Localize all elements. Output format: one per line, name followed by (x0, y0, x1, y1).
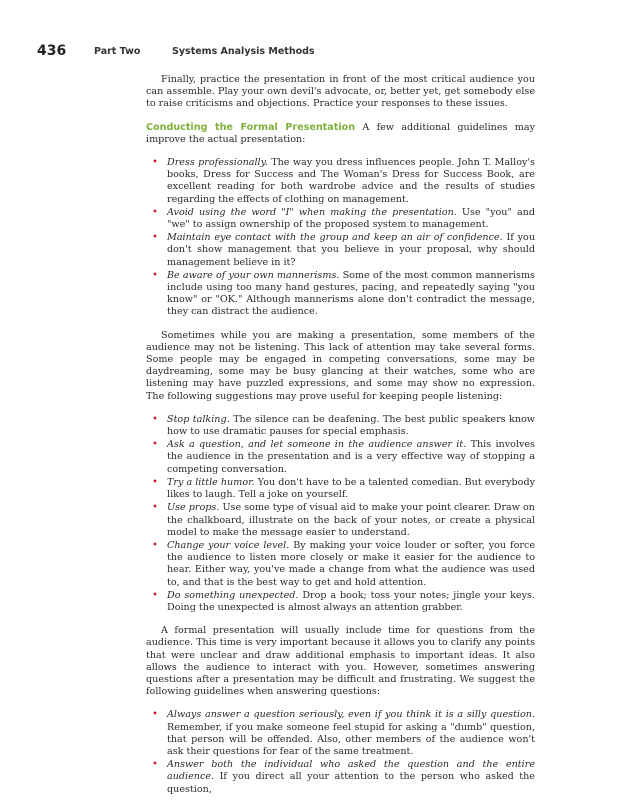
item-lead: Ask a question, and let someone in the audience answer it. (167, 439, 467, 451)
list-item (146, 477, 535, 501)
bullet-icon: • (152, 206, 158, 218)
item-text: This involves the audience in the presentation and is a very effective way of stopping a competing conversation. (167, 439, 535, 475)
bullet-icon: • (152, 157, 158, 169)
item-lead: Answer both the individual who asked the question and the entire audience. (167, 759, 535, 783)
bullet-icon: • (152, 502, 158, 514)
questions-paragraph: A formal presentation will usually include time for questions from the audience. This time is very important because it allows you to clarify any points that were unclear and draw additional emphasis to important ideas. It also allows the audience to interact with you. However, sometimes answering questions after a presentation may be difficult and frustrating. We suggest the following guidelines when answering questions: (146, 625, 535, 698)
bullet-icon: • (152, 539, 158, 551)
list-item (146, 590, 535, 614)
list-item (146, 232, 535, 269)
question-guidelines-list (146, 709, 535, 795)
item-lead: Use props. (167, 502, 220, 514)
subheading: Conducting the Formal Presentation (146, 121, 356, 133)
page-number: 436 (37, 43, 67, 59)
bullet-icon: • (152, 589, 158, 601)
bullet-icon: • (152, 476, 158, 488)
item-text: Use "you" and "we" to assign ownership of the proposed system to management. (167, 206, 535, 231)
item-text: You don't have to be a talented comedian. But everybody likes to laugh. Tell a joke on yourself. (167, 476, 536, 501)
bullet-icon: • (152, 269, 158, 281)
item-lead: Dress professionally. (167, 157, 268, 169)
item-text: The silence can be deafening. The best public speakers know how to use dramatic pauses for special emphasis. (167, 413, 535, 438)
bullet-icon: • (152, 413, 158, 425)
item-lead: Stop talking. (167, 413, 230, 425)
part-label: Part Two (94, 46, 141, 57)
item-text: Use some type of visual aid to make your point clearer. Draw on the chalkboard, illustrate on the back of your notes, or create a physical model to make the message easier to understand. (167, 502, 535, 538)
item-lead: Be aware of your own mannerisms. (167, 269, 340, 281)
page-body (146, 74, 535, 807)
list-item (146, 157, 535, 206)
presentation-guidelines-list (146, 157, 535, 319)
bullet-icon: • (152, 232, 158, 244)
list-item (146, 414, 535, 438)
formal-presentation-paragraph (146, 122, 535, 146)
list-item (146, 540, 535, 589)
listening-paragraph: Sometimes while you are making a presentation, some members of the audience may not be listening. This lack of attention may take several forms. Some people may be engaged in competing conversations, some may be daydreaming, some may be busy glancing at their watches, some who are listening may have puzzled expressions, and some may show no expression. The following suggestions may prove useful for keeping people listening: (146, 329, 535, 402)
running-title: Systems Analysis Methods (172, 46, 315, 57)
page-header (37, 43, 582, 63)
list-item (146, 759, 535, 796)
listening-tips-list (146, 414, 535, 614)
list-item (146, 207, 535, 231)
item-text: If you direct all your attention to the person who asked the question, (167, 771, 535, 795)
item-text: Remember, if you make someone feel stupid for asking a "dumb" question, that person will be offended. Also, other members of the audience won't ask their questions for fear of the same treatment. (167, 721, 535, 757)
item-text: Some of the most common mannerisms include using too many hand gestures, pacing, and repeatedly saying "you know" or "OK." Although mannerisms alone don't contradict the message, they can distract the audience. (167, 269, 535, 318)
item-lead: Change your voice level. (167, 539, 290, 551)
item-text: By making your voice louder or softer, you force the audience to listen more closely or make it easier for the audience to hear. Either way, you've made a change from what the audience was used to, and that is the best way to get and hold attention. (167, 539, 536, 588)
item-lead: Do something unexpected. (167, 589, 299, 601)
item-text: The way you dress influences people. John T. Malloy's books, Dress for Success and The Woman's Dress for Success Book, are excellent reading for both wardrobe advice and the results of studies regarding the effects of clothing on management. (167, 157, 535, 205)
item-text: If you don't show management that you believe in your proposal, why should management believe in it? (167, 232, 535, 268)
list-item (146, 270, 535, 319)
list-item (146, 502, 535, 539)
intro-paragraph: Finally, practice the presentation in front of the most critical audience you can assemble. Play your own devil's advocate, or, better yet, get somebody else to raise criticisms and objections. Practice your responses to these issues. (146, 74, 535, 110)
item-lead: Maintain eye contact with the group and keep an air of confidence. (167, 232, 503, 244)
bullet-icon: • (152, 759, 158, 771)
bullet-icon: • (152, 439, 158, 451)
formal-intro-text: A few additional guidelines may improve the actual presentation: (146, 121, 536, 145)
list-item (146, 709, 535, 758)
item-lead: Try a little humor. (167, 476, 255, 488)
item-text: Drop a book; toss your notes; jingle your keys. Doing the unexpected is almost always an attention grabber. (167, 589, 535, 613)
item-lead: Always answer a question seriously, even if you think it is a silly question. (167, 709, 535, 721)
item-lead: Avoid using the word "I" when making the presentation. (167, 206, 457, 218)
list-item (146, 439, 535, 476)
bullet-icon: • (152, 709, 158, 721)
